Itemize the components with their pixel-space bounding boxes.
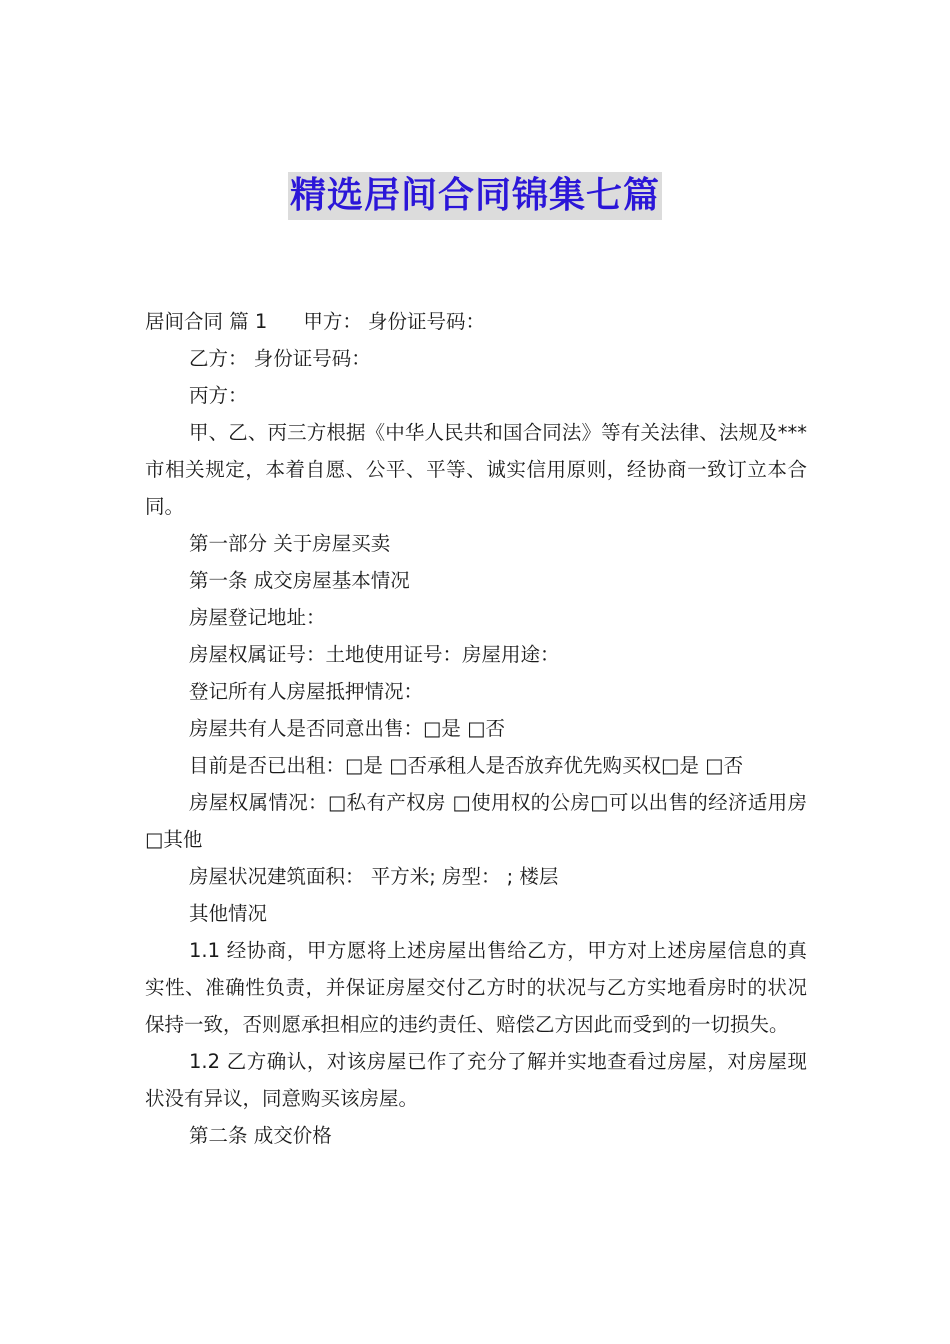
- paragraph: 房屋权属证号：土地使用证号：房屋用途：: [189, 643, 560, 666]
- paragraph: 登记所有人房屋抵押情况：: [189, 680, 424, 703]
- paragraph: 1.2 乙方确认，对该房屋已作了充分了解并实地查看过房屋，对房屋现状没有异议，同意购买该房屋。: [145, 1050, 807, 1110]
- paragraph: 第一条 成交房屋基本情况: [189, 569, 410, 592]
- paragraph: 1.1 经协商，甲方愿将上述房屋出售给乙方，甲方对上述房屋信息的真实性、准确性负责，并保证房屋交付乙方时的状况与乙方实地看房时的状况保持一致，否则愿承担相应的违约责任、赔偿乙方因此而受到的一切损失。: [145, 939, 807, 1036]
- first-line: [145, 303, 807, 340]
- document-body: [145, 303, 807, 1154]
- paragraph: 房屋登记地址：: [189, 606, 326, 629]
- paragraph: 房屋共有人是否同意出售：□是 □否: [189, 717, 506, 740]
- paragraph: 乙方： 身份证号码：: [189, 347, 371, 370]
- paragraph: 其他情况: [189, 902, 268, 925]
- title-container: [0, 172, 950, 220]
- paragraph: 第二条 成交价格: [189, 1124, 332, 1147]
- paragraph: 第一部分 关于房屋买卖: [189, 532, 391, 555]
- party-a-line: 甲方： 身份证号码：: [303, 310, 486, 333]
- paragraph: 目前是否已出租：□是 □否承租人是否放弃优先购买权□是 □否: [189, 754, 744, 777]
- paragraph: 丙方：: [189, 384, 248, 407]
- paragraph: 房屋状况建筑面积： 平方米; 房型： ; 楼层: [189, 865, 559, 888]
- section-heading: 居间合同 篇 1: [145, 310, 268, 333]
- document-title: 精选居间合同锦集七篇: [288, 172, 662, 220]
- paragraph: 房屋权属情况：□私有产权房 □使用权的公房□可以出售的经济适用房 □其他: [145, 791, 807, 851]
- paragraph: 甲、乙、丙三方根据《中华人民共和国合同法》等有关法律、法规及***市相关规定，本着自愿、公平、平等、诚实信用原则，经协商一致订立本合同。: [145, 421, 807, 518]
